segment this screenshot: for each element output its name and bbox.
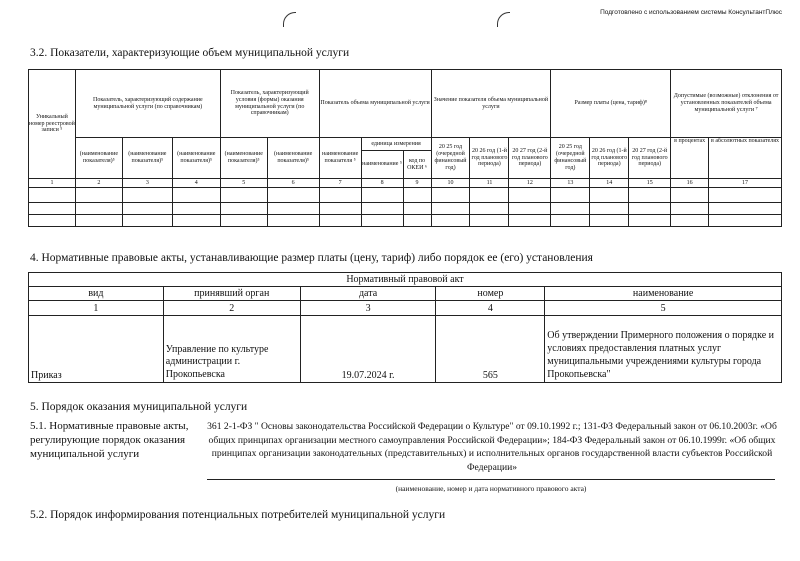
col-index: 1 [29,301,164,316]
table-row [29,215,782,227]
col-number: 12 [509,179,551,188]
fee-header: Размер платы (цена, тариф)⁸ [551,70,671,138]
unit-name-cell: наименование ⁵ [361,151,403,179]
col-number: 8 [361,179,403,188]
col-number: 17 [709,179,782,188]
col-number: 6 [267,179,319,188]
col-name-header: наименование [545,287,782,301]
absolute-cell: в абсолютных показателях [709,138,782,179]
col-unique-number-header: Уникальный номер реестровой записи ⁵ [29,70,76,179]
indicator-name-cell: (наименование показателя)⁵ [220,138,267,179]
normative-acts-table [28,272,782,383]
col-organ-header: принявший орган [163,287,300,301]
fee-year-2026-cell: 20 26 год (1-й год планового периода) [590,138,629,179]
consultant-plus-note: Подготовлено с использованием системы КонсультантПлюс [600,9,782,16]
col-index: 4 [436,301,545,316]
col-number-header: номер [436,287,545,301]
percent-cell: в процентах [671,138,709,179]
section-5-title: 5. Порядок оказания муниципальной услуги [30,401,248,413]
col-number: 13 [551,179,590,188]
year-2027-cell: 20 27 год (2-й год планового периода) [509,138,551,179]
section-5-2-title: 5.2. Порядок информирования потенциальных потребителей муниципальной услуги [30,509,446,521]
section-5-1-acts-text: 361 2-1-ФЗ " Основы законодательства Российской Федерации о Культуре" от 09.10.1992 г.; 131-ФЗ Федеральный закон от 06.10.2003г. «Об общих принципах организации местного самоуправления Российской Федерации»; 184-ФЗ Федеральный закон от 06.10.1999г. «Об общих принципах организации законодательных (представительных) и исполнительных органов государственной власти субъектов Российской Федерации» [207,421,777,473]
act-organ: Управление по культуре администрации г. Прокопьевска [163,316,300,383]
volume-indicators-table [28,69,782,227]
volume-name-cell: наименование показателя ⁵ [319,138,361,179]
binding-mark-icon [497,12,510,27]
year-2026-cell: 20 26 год (1-й год планового периода) [470,138,509,179]
indicator-name-cell: (наименование показателя)⁵ [122,138,172,179]
col-number: 15 [629,179,671,188]
col-index: 3 [300,301,436,316]
act-date: 19.07.2024 г. [300,316,436,383]
normative-act-header: Нормативный правовой акт [29,273,782,287]
col-number: 14 [590,179,629,188]
col-type-header: вид [29,287,164,301]
col-number: 10 [431,179,470,188]
section-5-1-caption: (наименование, номер и дата нормативного правового акта) [395,484,587,493]
table-row [29,188,782,203]
table-row [29,316,782,383]
col-number: 4 [172,179,220,188]
col-number: 11 [470,179,509,188]
col-index: 2 [163,301,300,316]
col-number: 3 [122,179,172,188]
content-indicator-header: Показатель, характеризующий содержание муниципальной услуги (по справочникам) [75,70,220,138]
col-index: 5 [545,301,782,316]
col-number: 1 [29,179,76,188]
section-3-2-title: 3.2. Показатели, характеризующие объем муниципальной услуги [30,47,350,59]
act-name: Об утверждении Примерного положения о порядке и условиях предоставления платных услуг муниципальными учреждениями культуры города Прокопьевска" [545,316,782,383]
col-date-header: дата [300,287,436,301]
act-number: 565 [436,316,545,383]
volume-value-header: Значение показателя объема муниципальной услуги [431,70,551,138]
col-number: 9 [403,179,431,188]
indicator-name-cell: (наименование показателя)⁵ [267,138,319,179]
col-number: 16 [671,179,709,188]
act-type: Приказ [29,316,164,383]
col-number: 7 [319,179,361,188]
col-number: 2 [75,179,122,188]
indicator-name-cell: (наименование показателя)⁵ [75,138,122,179]
underline-divider [207,479,775,480]
conditions-indicator-header: Показатель, характеризующий условия (формы) оказания муниципальной услуги (по справочникам) [220,70,319,138]
section-5-1-label: 5.1. Нормативные правовые акты, регулирующие порядок оказания муниципальной услуги [30,420,189,460]
year-2025-cell: 20 25 год (очередной финансовый год) [431,138,470,179]
table-row [29,203,782,215]
unit-header: единица измерения [361,138,431,151]
binding-mark-icon [283,12,296,27]
okei-code-cell: код по ОКЕИ ⁶ [403,151,431,179]
section-4-title: 4. Нормативные правовые акты, устанавливающие размер платы (цену, тариф) либо порядок ее (его) установления [30,252,593,264]
deviation-header: Допустимые (возможные) отклонения от установленных показателей объема муниципальной услуги ⁷ [671,70,782,138]
col-number: 5 [220,179,267,188]
indicator-name-cell: (наименование показателя)⁵ [172,138,220,179]
fee-year-2027-cell: 20 27 год (2-й год планового периода) [629,138,671,179]
volume-indicator-header: Показатель объема муниципальной услуги [319,70,431,138]
fee-year-2025-cell: 20 25 год (очередной финансовый год) [551,138,590,179]
